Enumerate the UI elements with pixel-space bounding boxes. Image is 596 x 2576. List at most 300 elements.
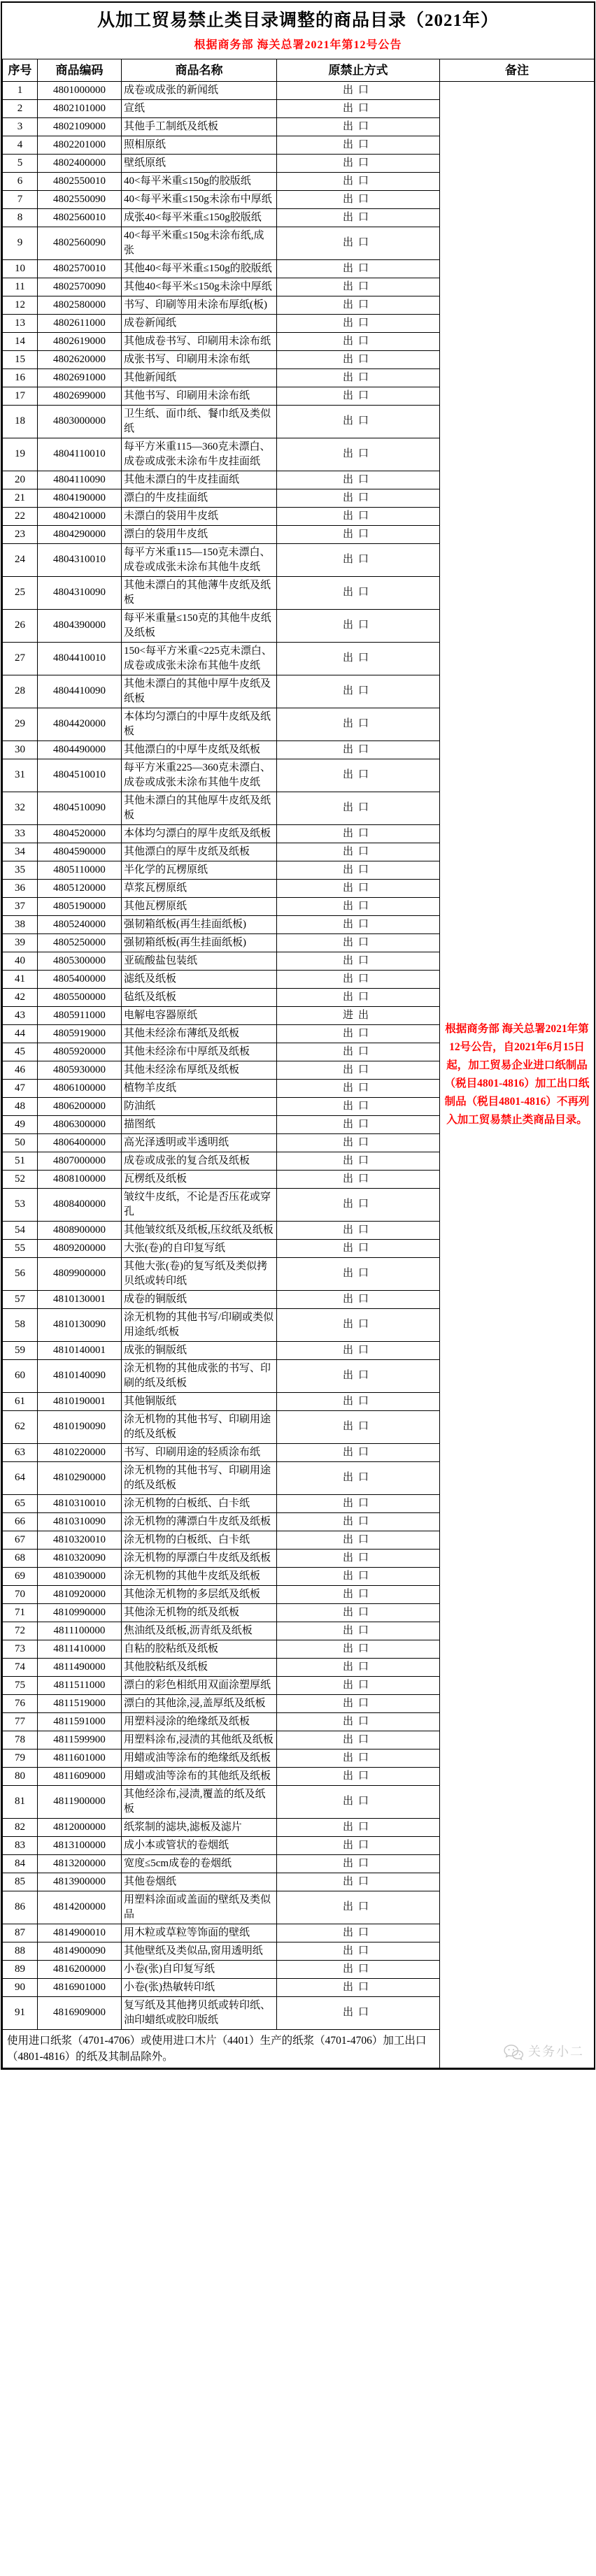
title-block (2, 3, 594, 59)
prohibition-mode-cell: 出口 (277, 1694, 440, 1712)
commodity-code-cell: 4804410090 (38, 675, 122, 708)
row-index-cell: 75 (3, 1676, 38, 1694)
commodity-name-cell: 滤纸及纸板 (122, 970, 277, 988)
commodity-code-cell: 4807000000 (38, 1152, 122, 1170)
commodity-name-cell: 40<每平米重≤150g未涂布纸,成张 (122, 227, 277, 259)
commodity-name-cell: 涂无机物的薄漂白牛皮纸及纸板 (122, 1512, 277, 1531)
prohibition-mode-cell: 出口 (277, 1567, 440, 1585)
prohibition-mode-cell: 出口 (277, 988, 440, 1006)
commodity-code-cell: 4804210000 (38, 507, 122, 525)
commodity-name-cell: 其他涂无机物的纸及纸板 (122, 1603, 277, 1622)
prohibition-mode-cell: 出口 (277, 350, 440, 368)
col-header-name: 商品名称 (122, 59, 277, 81)
prohibition-mode-cell: 出口 (277, 1712, 440, 1731)
commodity-code-cell: 4802400000 (38, 154, 122, 172)
row-index-cell: 32 (3, 792, 38, 824)
prohibition-mode-cell: 出口 (277, 278, 440, 296)
commodity-name-cell: 150<每平方米重<225克未漂白、成卷或成张未涂布其他牛皮纸 (122, 642, 277, 675)
col-header-remark: 备注 (440, 59, 595, 81)
commodity-name-cell: 成卷新闻纸 (122, 314, 277, 332)
row-index-cell: 67 (3, 1531, 38, 1549)
prohibition-mode-cell: 出口 (277, 190, 440, 208)
prohibition-mode-cell: 出口 (277, 1170, 440, 1188)
row-index-cell: 57 (3, 1290, 38, 1308)
prohibition-mode-cell: 出口 (277, 1749, 440, 1767)
prohibition-mode-cell: 出口 (277, 792, 440, 824)
commodity-code-cell: 4804420000 (38, 708, 122, 740)
commodity-name-cell: 草浆瓦楞原纸 (122, 879, 277, 897)
commodity-name-cell: 成卷或成张的新闻纸 (122, 81, 277, 99)
row-index-cell: 19 (3, 438, 38, 471)
prohibition-mode-cell: 出口 (277, 1603, 440, 1622)
commodity-name-cell: 其他未漂白的其他中厚牛皮纸及纸板 (122, 675, 277, 708)
commodity-name-cell: 漂白的其他涂,浸,盖厚纸及纸板 (122, 1694, 277, 1712)
commodity-code-cell: 4802691000 (38, 368, 122, 387)
commodity-name-cell: 其他涂无机物的多层纸及纸板 (122, 1585, 277, 1603)
prohibition-mode-cell: 出口 (277, 1359, 440, 1392)
commodity-name-cell: 电解电容器原纸 (122, 1006, 277, 1024)
commodity-code-cell: 4806200000 (38, 1097, 122, 1115)
commodity-code-cell: 4811591000 (38, 1712, 122, 1731)
commodity-name-cell: 本体均匀漂白的厚牛皮纸及纸板 (122, 824, 277, 843)
prohibition-mode-cell: 出口 (277, 1960, 440, 1978)
commodity-name-cell: 每平米重量≤150克的其他牛皮纸及纸板 (122, 609, 277, 642)
commodity-code-cell: 4802620000 (38, 350, 122, 368)
row-index-cell: 56 (3, 1257, 38, 1290)
prohibition-mode-cell: 出口 (277, 1221, 440, 1239)
commodity-name-cell: 其他皱纹纸及纸板,压纹纸及纸板 (122, 1221, 277, 1239)
row-index-cell: 64 (3, 1461, 38, 1494)
commodity-code-cell: 4805190000 (38, 897, 122, 915)
commodity-code-cell: 4810140001 (38, 1341, 122, 1359)
commodity-code-cell: 4810290000 (38, 1461, 122, 1494)
prohibition-mode-cell: 出口 (277, 1640, 440, 1658)
row-index-cell: 30 (3, 740, 38, 759)
commodity-name-cell: 本体均匀漂白的中厚牛皮纸及纸板 (122, 708, 277, 740)
prohibition-mode-cell: 出口 (277, 1061, 440, 1079)
watermark (503, 2044, 584, 2061)
commodity-code-cell: 4810990000 (38, 1603, 122, 1622)
commodity-code-cell: 4802570010 (38, 259, 122, 278)
row-index-cell: 12 (3, 296, 38, 314)
prohibition-mode-cell: 出口 (277, 1410, 440, 1443)
col-header-mode: 原禁止方式 (277, 59, 440, 81)
commodity-name-cell: 其他未漂白的其他厚牛皮纸及纸板 (122, 792, 277, 824)
commodity-code-cell: 4804510010 (38, 759, 122, 792)
commodity-name-cell: 用木粒或草粒等饰面的壁纸 (122, 1924, 277, 1942)
prohibition-mode-cell: 出口 (277, 1188, 440, 1221)
commodity-name-cell: 其他成卷书写、印刷用未涂布纸 (122, 332, 277, 350)
commodity-name-cell: 强韧箱纸板(再生挂面纸板) (122, 915, 277, 933)
commodity-code-cell: 4810190090 (38, 1410, 122, 1443)
commodity-code-cell: 4804490000 (38, 740, 122, 759)
row-index-cell: 73 (3, 1640, 38, 1658)
row-index-cell: 47 (3, 1079, 38, 1097)
prohibition-mode-cell: 出口 (277, 489, 440, 507)
commodity-code-cell: 4802550010 (38, 172, 122, 190)
prohibition-mode-cell: 出口 (277, 1239, 440, 1257)
commodity-name-cell: 其他手工制纸及纸板 (122, 117, 277, 136)
row-index-cell: 62 (3, 1410, 38, 1443)
row-index-cell: 21 (3, 489, 38, 507)
prohibition-mode-cell: 出口 (277, 525, 440, 543)
prohibition-mode-cell: 出口 (277, 332, 440, 350)
commodity-name-cell: 自粘的胶粘纸及纸板 (122, 1640, 277, 1658)
row-index-cell: 43 (3, 1006, 38, 1024)
row-index-cell: 25 (3, 576, 38, 609)
row-index-cell: 84 (3, 1854, 38, 1873)
commodity-code-cell: 4811609000 (38, 1767, 122, 1785)
commodity-name-cell: 复写纸及其他拷贝纸或转印纸、油印蜡纸或胶印版纸 (122, 1996, 277, 2029)
commodity-name-cell: 成张40<每平米重≤150g胶版纸 (122, 208, 277, 227)
row-index-cell: 89 (3, 1960, 38, 1978)
commodity-name-cell: 漂白的牛皮挂面纸 (122, 489, 277, 507)
row-index-cell: 69 (3, 1567, 38, 1585)
commodity-name-cell: 涂无机物的其他书写、印刷用途的纸及纸板 (122, 1410, 277, 1443)
prohibition-mode-cell: 出口 (277, 1024, 440, 1043)
commodity-name-cell: 漂白的袋用牛皮纸 (122, 525, 277, 543)
col-header-index: 序号 (3, 59, 38, 81)
prohibition-mode-cell: 出口 (277, 1494, 440, 1512)
page-title: 从加工贸易禁止类目录调整的商品目录（2021年） (97, 11, 499, 30)
commodity-name-cell: 涂无机物的其他牛皮纸及纸板 (122, 1567, 277, 1585)
commodity-name-cell: 强韧箱纸板(再生挂面纸板) (122, 933, 277, 952)
row-index-cell: 16 (3, 368, 38, 387)
prohibition-mode-cell: 出口 (277, 861, 440, 879)
commodity-name-cell: 40<每平米重≤150g的胶版纸 (122, 172, 277, 190)
commodity-code-cell: 4811410000 (38, 1640, 122, 1658)
prohibition-mode-cell: 出口 (277, 154, 440, 172)
commodity-code-cell: 4811100000 (38, 1622, 122, 1640)
prohibition-mode-cell: 出口 (277, 81, 440, 99)
commodity-name-cell: 半化学的瓦楞原纸 (122, 861, 277, 879)
row-index-cell: 34 (3, 843, 38, 861)
prohibition-mode-cell: 出口 (277, 1996, 440, 2029)
row-index-cell: 29 (3, 708, 38, 740)
row-index-cell: 54 (3, 1221, 38, 1239)
commodity-code-cell: 4805500000 (38, 988, 122, 1006)
prohibition-mode-cell: 出口 (277, 675, 440, 708)
commodity-name-cell: 涂无机物的厚漂白牛皮纸及纸板 (122, 1549, 277, 1567)
prohibition-mode-cell: 出口 (277, 879, 440, 897)
prohibition-mode-cell: 出口 (277, 824, 440, 843)
row-index-cell: 50 (3, 1133, 38, 1152)
commodity-name-cell: 纸浆制的滤块,滤板及滤片 (122, 1818, 277, 1836)
prohibition-mode-cell: 出口 (277, 970, 440, 988)
prohibition-mode-cell: 出口 (277, 708, 440, 740)
row-index-cell: 9 (3, 227, 38, 259)
commodity-code-cell: 4805930000 (38, 1061, 122, 1079)
row-index-cell: 85 (3, 1873, 38, 1891)
commodity-code-cell: 4804190000 (38, 489, 122, 507)
commodity-name-cell: 高光泽透明或半透明纸 (122, 1133, 277, 1152)
commodity-code-cell: 4808100000 (38, 1170, 122, 1188)
commodity-code-cell: 4802101000 (38, 99, 122, 117)
commodity-code-cell: 4803000000 (38, 405, 122, 438)
commodity-code-cell: 4810920000 (38, 1585, 122, 1603)
row-index-cell: 4 (3, 136, 38, 154)
commodity-name-cell: 成张书写、印刷用未涂布纸 (122, 350, 277, 368)
prohibition-mode-cell: 出口 (277, 1043, 440, 1061)
row-index-cell: 2 (3, 99, 38, 117)
footnote-cell: 使用进口纸浆（4701-4706）或使用进口木片（4401）生产的纸浆（4701-4706）加工出口（4801-4816）的纸及其制品除外。 (3, 2029, 440, 2068)
row-index-cell: 7 (3, 190, 38, 208)
commodity-code-cell: 4809200000 (38, 1239, 122, 1257)
commodity-name-cell: 其他书写、印刷用未涂布纸 (122, 387, 277, 405)
row-index-cell: 63 (3, 1443, 38, 1461)
commodity-name-cell: 其他未经涂布厚纸及纸板 (122, 1061, 277, 1079)
row-index-cell: 46 (3, 1061, 38, 1079)
commodity-code-cell: 4811599900 (38, 1731, 122, 1749)
row-index-cell: 52 (3, 1170, 38, 1188)
commodity-code-cell: 4805250000 (38, 933, 122, 952)
row-index-cell: 1 (3, 81, 38, 99)
row-index-cell: 18 (3, 405, 38, 438)
prohibition-mode-cell: 出口 (277, 1978, 440, 1996)
commodity-code-cell: 4810310090 (38, 1512, 122, 1531)
prohibition-mode-cell: 出口 (277, 1257, 440, 1290)
row-index-cell: 17 (3, 387, 38, 405)
commodity-code-cell: 4804310090 (38, 576, 122, 609)
prohibition-mode-cell: 出口 (277, 1392, 440, 1410)
row-index-cell: 80 (3, 1767, 38, 1785)
remark-merged-cell (440, 81, 595, 2068)
row-index-cell: 23 (3, 525, 38, 543)
prohibition-mode-cell: 出口 (277, 952, 440, 970)
row-index-cell: 6 (3, 172, 38, 190)
table-row (3, 81, 595, 99)
row-index-cell: 27 (3, 642, 38, 675)
prohibition-mode-cell: 出口 (277, 1512, 440, 1531)
commodity-code-cell: 4805240000 (38, 915, 122, 933)
commodity-code-cell: 4816901000 (38, 1978, 122, 1996)
row-index-cell: 71 (3, 1603, 38, 1622)
commodity-code-cell: 4805400000 (38, 970, 122, 988)
commodity-code-cell: 4802560010 (38, 208, 122, 227)
prohibition-mode-cell: 出口 (277, 1854, 440, 1873)
commodity-code-cell: 4805110000 (38, 861, 122, 879)
commodity-table (2, 59, 595, 2068)
row-index-cell: 37 (3, 897, 38, 915)
prohibition-mode-cell: 出口 (277, 1461, 440, 1494)
commodity-name-cell: 描图纸 (122, 1115, 277, 1133)
commodity-name-cell: 成张的铜版纸 (122, 1341, 277, 1359)
prohibition-mode-cell: 出口 (277, 609, 440, 642)
commodity-code-cell: 4809900000 (38, 1257, 122, 1290)
row-index-cell: 86 (3, 1891, 38, 1924)
commodity-code-cell: 4814200000 (38, 1891, 122, 1924)
commodity-code-cell: 4805911000 (38, 1006, 122, 1024)
row-index-cell: 48 (3, 1097, 38, 1115)
prohibition-mode-cell: 出口 (277, 897, 440, 915)
commodity-name-cell: 40<每平米重≤150g未涂布中厚纸 (122, 190, 277, 208)
commodity-code-cell: 4802109000 (38, 117, 122, 136)
commodity-name-cell: 涂无机物的其他书写/印刷或类似用途纸/纸板 (122, 1308, 277, 1341)
row-index-cell: 14 (3, 332, 38, 350)
prohibition-mode-cell: 进出 (277, 1006, 440, 1024)
commodity-code-cell: 4804110010 (38, 438, 122, 471)
row-index-cell: 59 (3, 1341, 38, 1359)
commodity-code-cell: 4802580000 (38, 296, 122, 314)
prohibition-mode-cell: 出口 (277, 843, 440, 861)
commodity-name-cell: 用蜡或油等涂布的其他纸及纸板 (122, 1767, 277, 1785)
commodity-code-cell: 4808400000 (38, 1188, 122, 1221)
row-index-cell: 55 (3, 1239, 38, 1257)
commodity-code-cell: 4802611000 (38, 314, 122, 332)
commodity-name-cell: 其他壁纸及类似品,窗用透明纸 (122, 1942, 277, 1960)
row-index-cell: 82 (3, 1818, 38, 1836)
prohibition-mode-cell: 出口 (277, 296, 440, 314)
prohibition-mode-cell: 出口 (277, 1097, 440, 1115)
commodity-name-cell: 每平方米重225—360克未漂白、成卷或成张未涂布其他牛皮纸 (122, 759, 277, 792)
row-index-cell: 33 (3, 824, 38, 843)
commodity-name-cell: 其他未经涂布中厚纸及纸板 (122, 1043, 277, 1061)
commodity-code-cell: 4806300000 (38, 1115, 122, 1133)
commodity-code-cell: 4810320010 (38, 1531, 122, 1549)
prohibition-mode-cell: 出口 (277, 1308, 440, 1341)
commodity-code-cell: 4813900000 (38, 1873, 122, 1891)
commodity-name-cell: 植物羊皮纸 (122, 1079, 277, 1097)
commodity-name-cell: 其他漂白的中厚牛皮纸及纸板 (122, 740, 277, 759)
row-index-cell: 72 (3, 1622, 38, 1640)
commodity-name-cell: 防油纸 (122, 1097, 277, 1115)
commodity-code-cell: 4802201000 (38, 136, 122, 154)
row-index-cell: 51 (3, 1152, 38, 1170)
row-index-cell: 36 (3, 879, 38, 897)
commodity-code-cell: 4806100000 (38, 1079, 122, 1097)
commodity-name-cell: 其他未经涂布薄纸及纸板 (122, 1024, 277, 1043)
prohibition-mode-cell: 出口 (277, 314, 440, 332)
commodity-name-cell: 其他铜版纸 (122, 1392, 277, 1410)
prohibition-mode-cell: 出口 (277, 1891, 440, 1924)
row-index-cell: 53 (3, 1188, 38, 1221)
commodity-name-cell: 每平方米重115—150克未漂白、成卷或成张未涂布其他牛皮纸 (122, 543, 277, 576)
row-index-cell: 79 (3, 1749, 38, 1767)
commodity-name-cell: 书写、印刷用途的轻质涂布纸 (122, 1443, 277, 1461)
commodity-code-cell: 4810130001 (38, 1290, 122, 1308)
commodity-name-cell: 其他胶粘纸及纸板 (122, 1658, 277, 1676)
commodity-name-cell: 壁纸原纸 (122, 154, 277, 172)
commodity-code-cell: 4811601000 (38, 1749, 122, 1767)
commodity-name-cell: 大张(卷)的自印复写纸 (122, 1239, 277, 1257)
page-subtitle: 根据商务部 海关总署2021年第12号公告 (194, 38, 402, 51)
commodity-code-cell: 4804390000 (38, 609, 122, 642)
prohibition-mode-cell: 出口 (277, 1133, 440, 1152)
prohibition-mode-cell: 出口 (277, 208, 440, 227)
row-index-cell: 81 (3, 1785, 38, 1818)
row-index-cell: 68 (3, 1549, 38, 1567)
commodity-name-cell: 其他新闻纸 (122, 368, 277, 387)
row-index-cell: 28 (3, 675, 38, 708)
header-row (3, 59, 595, 81)
commodity-name-cell: 用塑料涂面或盖面的壁纸及类似品 (122, 1891, 277, 1924)
commodity-code-cell: 4802570090 (38, 278, 122, 296)
row-index-cell: 58 (3, 1308, 38, 1341)
prohibition-mode-cell: 出口 (277, 1549, 440, 1567)
commodity-code-cell: 4810390000 (38, 1567, 122, 1585)
commodity-name-cell: 其他经涂布,浸渍,覆盖的纸及纸板 (122, 1785, 277, 1818)
commodity-code-cell: 4805920000 (38, 1043, 122, 1061)
prohibition-mode-cell: 出口 (277, 1873, 440, 1891)
commodity-code-cell: 4810320090 (38, 1549, 122, 1567)
commodity-name-cell: 其他漂白的厚牛皮纸及纸板 (122, 843, 277, 861)
row-index-cell: 70 (3, 1585, 38, 1603)
commodity-name-cell: 皱纹牛皮纸，不论是否压花或穿孔 (122, 1188, 277, 1221)
prohibition-mode-cell: 出口 (277, 1531, 440, 1549)
prohibition-mode-cell: 出口 (277, 642, 440, 675)
commodity-code-cell: 4808900000 (38, 1221, 122, 1239)
prohibition-mode-cell: 出口 (277, 576, 440, 609)
row-index-cell: 35 (3, 861, 38, 879)
prohibition-mode-cell: 出口 (277, 1443, 440, 1461)
prohibition-mode-cell: 出口 (277, 1622, 440, 1640)
commodity-name-cell: 用塑料浸涂的绝缘纸及纸板 (122, 1712, 277, 1731)
commodity-name-cell: 小卷(张)热敏转印纸 (122, 1978, 277, 1996)
commodity-name-cell: 照相原纸 (122, 136, 277, 154)
commodity-name-cell: 漂白的彩色相纸用双面涂塑厚纸 (122, 1676, 277, 1694)
commodity-name-cell: 用塑料涂布,浸渍的其他纸及纸板 (122, 1731, 277, 1749)
prohibition-mode-cell: 出口 (277, 740, 440, 759)
prohibition-mode-cell: 出口 (277, 387, 440, 405)
commodity-name-cell: 其他40<每平米≤150g未涂中厚纸 (122, 278, 277, 296)
prohibition-mode-cell: 出口 (277, 507, 440, 525)
commodity-code-cell: 4812000000 (38, 1818, 122, 1836)
commodity-code-cell: 4810190001 (38, 1392, 122, 1410)
commodity-name-cell: 小卷(张)自印复写纸 (122, 1960, 277, 1978)
prohibition-mode-cell: 出口 (277, 117, 440, 136)
prohibition-mode-cell: 出口 (277, 915, 440, 933)
prohibition-mode-cell: 出口 (277, 1942, 440, 1960)
commodity-name-cell: 宣纸 (122, 99, 277, 117)
row-index-cell: 91 (3, 1996, 38, 2029)
remark-text: 根据商务部 海关总署2021年第12号公告，自2021年6月15日起，加工贸易企业进口纸制品（税目4801-4816）加工出口纸制品（税目4801-4816）不再列入加工贸易禁止类商品目录。 (444, 1022, 590, 1126)
row-index-cell: 13 (3, 314, 38, 332)
commodity-name-cell: 宽度≤5cm成卷的卷烟纸 (122, 1854, 277, 1873)
commodity-code-cell: 4804310010 (38, 543, 122, 576)
commodity-code-cell: 4804110090 (38, 471, 122, 489)
commodity-code-cell: 4810310010 (38, 1494, 122, 1512)
commodity-name-cell: 涂无机物的白板纸、白卡纸 (122, 1531, 277, 1549)
prohibition-mode-cell: 出口 (277, 759, 440, 792)
prohibition-mode-cell: 出口 (277, 1079, 440, 1097)
wechat-icon (503, 2044, 524, 2061)
row-index-cell: 24 (3, 543, 38, 576)
commodity-code-cell: 4802560090 (38, 227, 122, 259)
row-index-cell: 45 (3, 1043, 38, 1061)
row-index-cell: 66 (3, 1512, 38, 1531)
commodity-name-cell: 书写、印刷等用未涂布厚纸(板) (122, 296, 277, 314)
prohibition-mode-cell: 出口 (277, 1767, 440, 1785)
row-index-cell: 8 (3, 208, 38, 227)
commodity-code-cell: 4811490000 (38, 1658, 122, 1676)
commodity-code-cell: 4804520000 (38, 824, 122, 843)
catalog-sheet (1, 1, 595, 2070)
prohibition-mode-cell: 出口 (277, 543, 440, 576)
commodity-name-cell: 其他大张(卷)的复写纸及类似拷贝纸或转印纸 (122, 1257, 277, 1290)
commodity-name-cell: 未漂白的袋用牛皮纸 (122, 507, 277, 525)
row-index-cell: 74 (3, 1658, 38, 1676)
prohibition-mode-cell: 出口 (277, 259, 440, 278)
col-header-code: 商品编码 (38, 59, 122, 81)
row-index-cell: 39 (3, 933, 38, 952)
commodity-code-cell: 4811519000 (38, 1694, 122, 1712)
commodity-name-cell: 涂无机物的其他书写、印刷用途的纸及纸板 (122, 1461, 277, 1494)
row-index-cell: 5 (3, 154, 38, 172)
row-index-cell: 3 (3, 117, 38, 136)
prohibition-mode-cell: 出口 (277, 1676, 440, 1694)
commodity-name-cell: 其他未漂白的牛皮挂面纸 (122, 471, 277, 489)
row-index-cell: 61 (3, 1392, 38, 1410)
